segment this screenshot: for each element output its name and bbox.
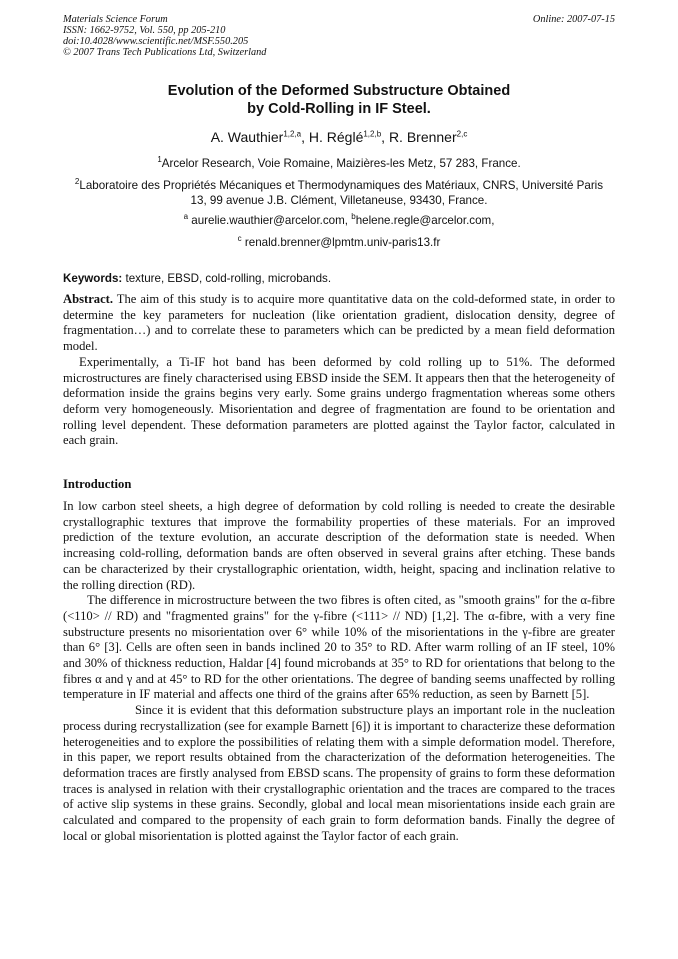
abstract-p1-text: The aim of this study is to acquire more quantitative data on the cold-deformed state, in order to determine the key parameters for nucleation (like orientation gradient, dislocation density, degree of fragmentation…) and to correlate these to parameters which can be predicted by a mean field deformation model. xyxy=(63,292,615,354)
intro-paragraph-3: Since it is evident that this deformation substructure plays an important role in the nucleation process during recrystallization (see for example Barnett [6]) it is important to characterize these deformation heterogeneities and to explore the possibilities of relating them with a simple deformation model. Therefore, in this paper, we report results obtained from the characterization of the deformation heterogeneities. The deformation traces are firstly analysed from EBSD scans. The propensity of grains to form these deformation traces is analysed in relation with their crystallographic orientation and the traces are compared to the traces of active slip systems in these grains. Secondly, global and local mean misorientations inside each grain are calculated and compared to the propensity of each grain to form deformation bands. Finally the degree of local or global misorientation is plotted against the Taylor factor of each grain. xyxy=(63,703,615,843)
online-date: Online: 2007-07-15 xyxy=(532,14,615,25)
author-2-affil: 1,2,b xyxy=(363,129,382,139)
abstract xyxy=(63,292,615,449)
email-b[interactable]: helene.regle@arcelor.com, xyxy=(355,214,495,227)
introduction-body xyxy=(63,499,615,844)
affiliation-2 xyxy=(63,178,615,208)
keywords-label: Keywords: xyxy=(63,272,123,285)
title-line-2: by Cold-Rolling in IF Steel. xyxy=(247,101,431,117)
affiliation-2-number: 2 xyxy=(74,177,80,187)
keywords-text: texture, EBSD, cold-rolling, microbands. xyxy=(122,272,332,285)
email-line-2 xyxy=(63,235,615,250)
section-heading-introduction: Introduction xyxy=(63,477,132,491)
author-1: A. Wauthier xyxy=(210,129,284,145)
affiliation-1-number: 1 xyxy=(157,155,162,165)
copyright-line: © 2007 Trans Tech Publications Ltd, Switzerland xyxy=(63,47,267,58)
email-c[interactable]: renald.brenner@lpmtm.univ-paris13.fr xyxy=(244,236,441,249)
intro-paragraph-2: The difference in microstructure between the two fibres is often cited, as "smooth grains" for the α-fibre (<110> // RD) and "fragmented grains" for the γ-fibre (<111> // ND) [1,2]. The α-fibre, with a very fine substructure presents no misorientation over 6° while 10% of the misorientations in the γ-fibre are greater than 6° [3]. Cells are often seen in bands inclined 20 to 35° to RD. After warm rolling of an IF steel, 10% and 30% of thickness reduction, Haldar [4] found microbands at 35° to RD for orientations that belong to the fibres α and γ and at 45° to RD for the other orientations. The degree of banding seems unaffected by rolling temperature in IF material and affects one third of the grains after 65% reduction, as seen by Barnett [5]. xyxy=(63,593,615,702)
abstract-paragraph-2: Experimentally, a Ti-IF hot band has been deformed by cold rolling up to 51%. The deformed microstructures are finely characterised using EBSD inside the SEM. It appears then that the heterogeneity of deformation inside the grains begins very early. Some grains undergo fragmentation whereas some others deform very homogeneously. Misorientation and degree of fragmentation are found to be orientation and rolling level dependent. These deformation parameters are plotted against the Taylor factor, calculated in each grain. xyxy=(63,354,615,448)
journal-header xyxy=(63,14,615,58)
intro-paragraph-1: In low carbon steel sheets, a high degree of deformation by cold rolling is needed to create the desirable crystallographic textures that improve the formability properties of these materials. For an improved prediction of the texture evolution, an accurate description of the deformation state is needed. When increasing cold-rolling, deformation bands are often observed in several grains after etching. These bands can be characterized by their crystallographic orientation, width, height, spacing and inclination relative to the rolling direction (RD). xyxy=(63,499,615,592)
author-3: R. Brenner xyxy=(388,129,457,145)
author-1-affil: 1,2,a xyxy=(283,129,302,139)
author-separator: , xyxy=(301,129,309,145)
author-2: H. Réglé xyxy=(308,129,364,145)
journal-name: Materials Science Forum xyxy=(63,14,168,25)
paper-title xyxy=(63,82,615,118)
doi-line: doi:10.4028/www.scientific.net/MSF.550.205 xyxy=(63,36,249,47)
affiliation-1 xyxy=(63,156,615,171)
email-b-marker: b xyxy=(351,212,356,222)
keywords xyxy=(63,272,615,286)
title-line-1: Evolution of the Deformed Substructure Obtained xyxy=(167,83,511,99)
author-3-affil: 2,c xyxy=(456,129,468,139)
email-a[interactable]: aurelie.wauthier@arcelor.com, xyxy=(191,214,352,227)
affiliation-1-text: Arcelor Research, Voie Romaine, Maizières-les Metz, 57 283, France. xyxy=(161,157,521,170)
email-c-marker: c xyxy=(237,234,242,244)
author-list xyxy=(63,128,615,146)
abstract-paragraph-1 xyxy=(63,292,615,355)
abstract-label: Abstract. xyxy=(63,292,114,306)
email-a-marker: a xyxy=(183,212,189,222)
affiliation-2-text: Laboratoire des Propriétés Mécaniques et Thermodynamiques des Matériaux, CNRS, Université Paris 13, 99 avenue J.B. Clément, Villetaneuse, 93430, France. xyxy=(79,179,604,207)
email-line-1 xyxy=(63,213,615,228)
issn-line: ISSN: 1662-9752, Vol. 550, pp 205-210 xyxy=(63,25,226,36)
author-separator: , xyxy=(381,129,389,145)
